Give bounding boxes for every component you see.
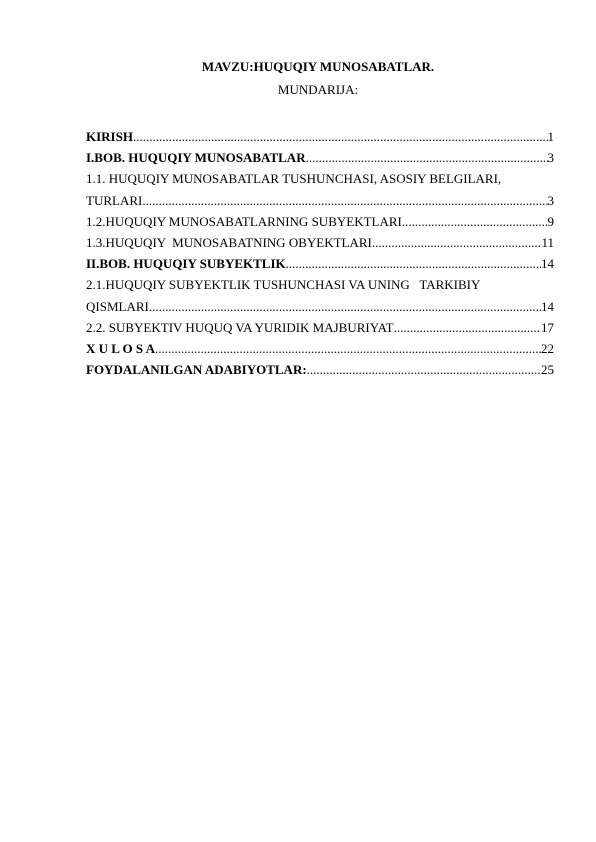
toc-entry-title: I.BOB. HUQUQIY MUNOSABATLAR (86, 150, 306, 166)
toc-entry-title: 2.2. SUBYEKTIV HUQUQ VA YURIDIK MAJBURIYAT (86, 319, 394, 335)
toc-entry-section-1-3 (86, 232, 554, 253)
toc-page-number: 25 (541, 362, 554, 378)
toc-entry-title: 1.1. HUQUQIY MUNOSABATLAR TUSHUNCHASI, ASOSIY BELGILARI, (86, 171, 502, 187)
toc-page-number: 17 (541, 319, 554, 335)
toc-leader-dots (394, 317, 541, 338)
toc-leader-dots (402, 211, 548, 232)
toc-entry-section-2-2 (86, 317, 554, 338)
toc-entry-chapter-1 (86, 147, 554, 168)
toc-entry-title: 2.1.HUQUQIY SUBYEKTLIK TUSHUNCHASI VA UNING TARKIBIY (86, 277, 481, 293)
toc-entry-title: FOYDALANILGAN ADABIYOTLAR: (86, 362, 307, 378)
toc-leader-dots (372, 232, 542, 253)
toc-page-number: 1 (547, 129, 554, 144)
toc-entry-section-2-1-cont (86, 296, 554, 317)
toc-page-number: 3 (547, 192, 554, 208)
toc-entry-title: 1.3.HUQUQIY MUNOSABATNING OBYEKTLARI (86, 234, 372, 250)
toc-leader-dots (155, 338, 541, 359)
toc-page-number: 14 (541, 256, 554, 272)
document-title: MAVZU:HUQUQIY MUNOSABATLAR. (201, 59, 435, 74)
toc-leader-dots (307, 359, 541, 380)
toc-entry-title: TURLARI (86, 192, 143, 208)
toc-leader-dots (133, 126, 548, 147)
table-of-contents (86, 126, 554, 380)
toc-leader-dots (149, 296, 541, 317)
toc-page-number: 3 (547, 150, 554, 166)
toc-heading: MUNDARIJA: (277, 82, 359, 97)
toc-entry-section-2-1 (86, 274, 554, 295)
toc-entry-title: 1.2.HUQUQIY MUNOSABATLARNING SUBYEKTLARI (86, 213, 402, 229)
toc-entry-section-1-2 (86, 211, 554, 232)
toc-entry-kirish (86, 126, 554, 147)
toc-entry-title: II.BOB. HUQUQIY SUBYEKTLIK (86, 256, 286, 272)
toc-entry-section-1-1 (86, 168, 554, 189)
toc-page-number: 9 (547, 213, 554, 229)
toc-leader-dots (142, 190, 547, 211)
toc-entry-title: QISMLARI (86, 298, 149, 314)
toc-page-number: 22 (541, 340, 554, 356)
toc-leader-dots (306, 147, 548, 168)
toc-entry-title: KIRISH (86, 129, 133, 144)
toc-entry-title: X U L O S A (86, 340, 155, 356)
toc-page-number: 11 (541, 234, 554, 250)
toc-entry-bibliography (86, 359, 554, 380)
toc-page-number: 14 (541, 298, 554, 314)
toc-entry-section-1-1-cont (86, 190, 554, 211)
toc-leader-dots (286, 253, 541, 274)
toc-entry-chapter-2 (86, 253, 554, 274)
toc-entry-xulosa (86, 338, 554, 359)
